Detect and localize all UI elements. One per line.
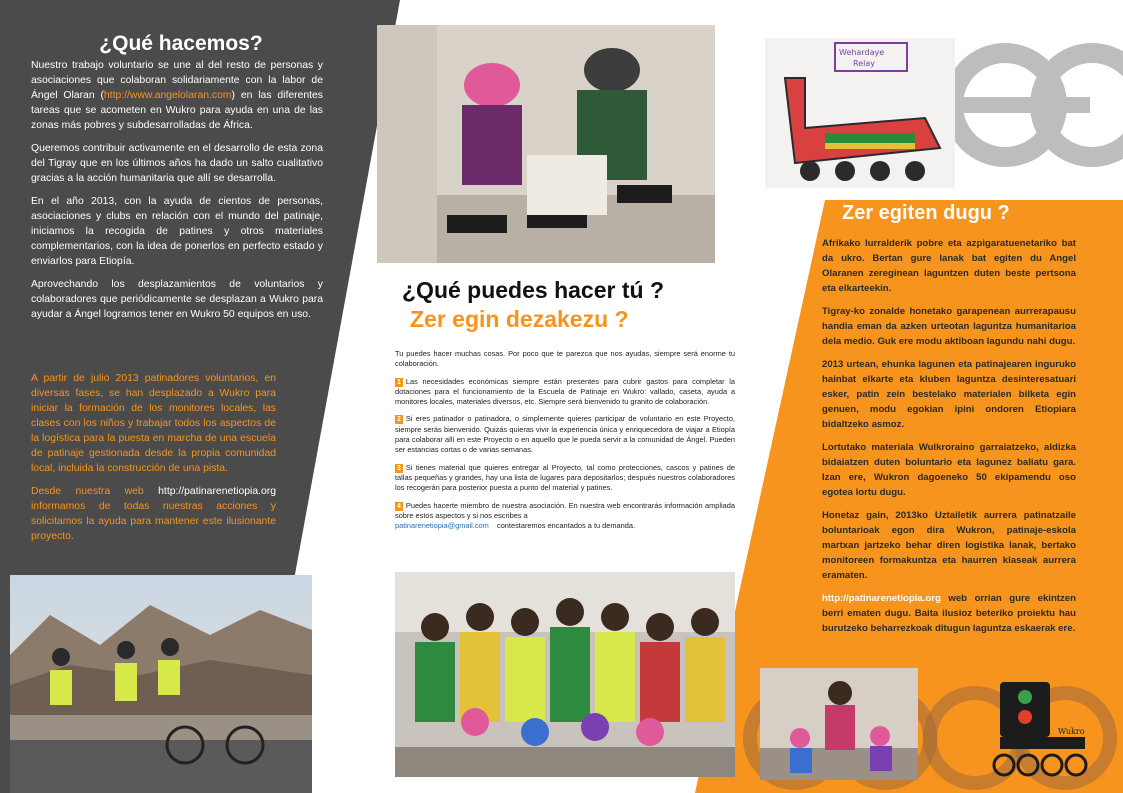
left-paragraph-3: En el año 2013, con la ayuda de cientos de personas, asociaciones y clubs en relación con el mundo del patinaje, iniciamos la recogida de patines y otros materiales complementarios, con la idea de ponerlos en perfecto estado y enviarlos para Etiopía. — [31, 196, 323, 267]
right-paragraph-5: Honetaz gain, 2013ko Uztailetik aurrera patinatzaile boluntarioak egon dira Wukron, patinaje-eskola martxan jartzeko behar diren logistika lanak, bertako monitoreen formakuntza eta haurren klaseak aurrera eramaten. — [822, 510, 1076, 581]
website-link-right[interactable]: http://patinarenetiopia.org — [822, 593, 941, 604]
left-paragraph-2: Queremos contribuir activamente en el desarrollo de esta zona del Tigray que en los últimos años ha dado un salto cualitativo gracias a la acción humanitaria que allí se desarrolla. — [31, 143, 323, 184]
list-item-4: 4 Puedes hacerte miembro de nuestra asociación. En nuestra web encontrarás información ampliada sobre estos aspectos y si nos escribes a patinarenetiopia@gmail.com contestaremos encantados a tu demanda. — [395, 500, 735, 531]
drawing-label-2: Relay — [853, 59, 875, 68]
child-drawing-skate — [765, 38, 955, 188]
right-paragraph-1: Afrikako lurralderik pobre eta azpigaratuenetariko bat da ukro. Bertan gure lanak bat egiten du Angel Olaranen zereginean laguntzen duten beste pertsona eta elkarteekin. — [822, 238, 1076, 294]
item-number-badge: 4 — [397, 502, 401, 510]
item-number-badge: 3 — [397, 464, 401, 472]
item-number-badge: 2 — [397, 416, 401, 424]
right-title: Zer egiten dugu ? — [842, 202, 1010, 224]
wukro-logo — [990, 677, 1092, 782]
left-paragraph-4: Aprovechando los desplazamientos de voluntarios y colaboradores que periódicamente se desplazan a Wukro para ayudar a Ángel logramos tener en Wukro 50 equipos en uso. — [31, 279, 323, 320]
middle-title: ¿Qué puedes hacer tú ? — [402, 277, 664, 303]
right-paragraph-4: Lortutako materiala Wulkroraino garraiatzeko, aldizka bidaiatzen duten boluntario eta lagunez baliatu gara. Izan ere, Wukron dagoeneko 50 ekipamendu oso egotea lortu dugu. — [822, 442, 1076, 498]
angelolaran-link[interactable]: http://www.angelolaran.com — [103, 90, 232, 101]
list-item-2: 2 Si eres patinador o patinadora, o simplemente quieres participar de voluntario en este Proyecto, siempre serás bienvenido. Quizás quieras vivir la experiencia única y enriquecedora de viajar a Etiopía para colaborar allí en este Proyecto o en aquello que le pueda servir a la comunidad de Ángel. Pueden ser estancias cortas o de varias semanas. — [395, 414, 735, 455]
website-link-left[interactable]: http://patinarenetiopia.org — [158, 486, 276, 497]
right-paragraph-2: Tigray-ko zonalde honetako garapenean aurrerapausu handia eman da azken urteotan laguntza humanitarioa dela medio. Guk ere modu aktiboan lagundu nahi dugu. — [822, 306, 1076, 347]
email-link[interactable]: patinarenetiopia@gmail.com — [395, 521, 489, 531]
middle-intro: Tu puedes hacer muchas cosas. Por poco que te parezca que nos ayudas, siempre será enorme tu colaboración. — [395, 349, 735, 369]
photo-kids-skates — [377, 25, 715, 263]
right-paragraph-3: 2013 urtean, ehunka lagunen eta patinajearen inguruko hainbat elkarte eta kluben laguntza desinteresatuari esker, patin zein bestelako materialen bilketa egin genuen, modu egokian ipini ondoren Etiopiara bidaltzeko asmoz. — [822, 359, 1076, 430]
list-item-3: 3 Si tienes material que quieres entregar al Proyecto, tal como protecciones, cascos y patines de tallas pequeñas y grandes, hay una lista de lugares para depositarlos; después nuestros colaboradores los recogerán para posterior puesta a punto del material y patines. — [395, 462, 735, 493]
logo-text: Wukro — [1058, 727, 1085, 736]
photo-cyclists — [10, 575, 312, 793]
left-paragraph-5: A partir de julio 2013 patinadores voluntarios, en diversas fases, se han desplazado a Wukro para iniciar la formación de los monitores locales, las clases con los niños y trabajar todos los aspectos de la logística para la puesta en marcha de una escuela de patinaje gestionada desde la propia comunidad local, incluida la construcción de una pista. — [31, 373, 276, 474]
item-number-badge: 1 — [397, 378, 401, 386]
left-body — [31, 58, 323, 330]
list-item-1: 1 Las necesidades económicas siempre están presentes para cubrir gastos para completar la dotaciones para el funcionamiento de la Escuela de Patinaje en Wukro: vallado, caseta, ayuda a monitores locales, materiales diversos, etc. Siempre será bienvenido tu granito de colaboración. — [395, 376, 735, 407]
middle-body — [395, 349, 735, 538]
photo-skater-kids — [760, 668, 918, 780]
right-paragraph-6: http://patinarenetiopia.org web orrian gure ekintzen berri ematen dugu. Baita ilusioz beteriko proiektu hau burutzeko beharrezkoak ditugun laguntza eskaerak ere. — [822, 593, 1076, 634]
drawing-label-1: Wehardaye — [839, 48, 885, 57]
middle-subtitle: Zer egin dezakezu ? — [410, 306, 629, 332]
left-orange-text — [31, 371, 276, 552]
left-title: ¿Qué hacemos? — [99, 32, 263, 55]
left-paragraph-6: Desde nuestra web http://patinarenetiopia.org informamos de todas nuestras acciones y solicitamos la ayuda para mantener este ilusionante proyecto. — [31, 486, 276, 542]
left-paragraph-1: Nuestro trabajo voluntario se une al del resto de personas y asociaciones que colaboran solidariamente con la labor de Ángel Olaran (http://www.angelolaran.com) en las diferentes tareas que se acometen en Wukro para ayuda en una de las zonas más pobres y subdesarrolladas de África. — [31, 60, 323, 131]
right-body — [822, 236, 1076, 644]
photo-group-kids — [395, 572, 735, 777]
